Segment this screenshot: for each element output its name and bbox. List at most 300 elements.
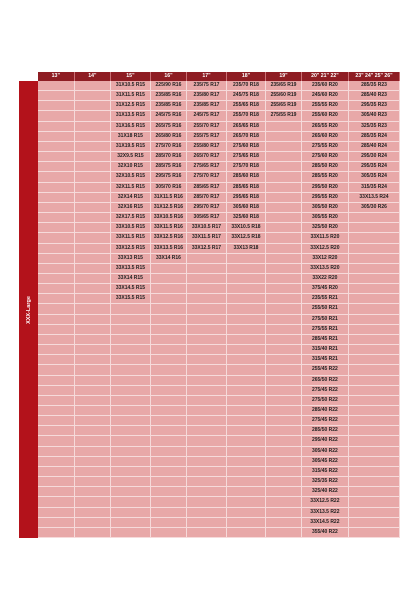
table-cell: [111, 457, 150, 467]
table-cell: [151, 426, 188, 436]
table-cell: [266, 396, 302, 406]
table-cell: 325/35 R23: [349, 122, 400, 132]
table-cell: [38, 294, 75, 304]
table-cell: [266, 223, 302, 233]
table-cell: [38, 518, 75, 528]
table-cell: 255/70 R17: [187, 122, 226, 132]
table-cell: [187, 274, 226, 284]
table-cell: [266, 518, 302, 528]
table-cell: 275/65 R17: [187, 162, 226, 172]
table-cell: [266, 457, 302, 467]
table-cell: 325/35 R22: [302, 477, 349, 487]
table-cell: 33X12.5 R17: [187, 244, 226, 254]
table-cell: [266, 162, 302, 172]
table-cell: [187, 477, 226, 487]
table-cell: [227, 396, 266, 406]
table-cell: 285/40 R22: [302, 406, 349, 416]
table-row: [38, 396, 400, 406]
table-cell: [266, 386, 302, 396]
table-cell: [151, 386, 188, 396]
table-cell: [111, 426, 150, 436]
table-cell: [38, 152, 75, 162]
table-cell: 255/65 R19: [266, 101, 302, 111]
table-cell: [111, 436, 150, 446]
table-cell: [75, 101, 112, 111]
table-cell: [75, 152, 112, 162]
table-cell: [75, 345, 112, 355]
table-row: [38, 91, 400, 101]
table-cell: 31X13.5 R15: [111, 111, 150, 121]
table-cell: [111, 355, 150, 365]
table-cell: [266, 447, 302, 457]
table-cell: [75, 325, 112, 335]
table-cell: [151, 416, 188, 426]
table-cell: [111, 325, 150, 335]
table-cell: [75, 233, 112, 243]
table-cell: 275/45 R22: [302, 416, 349, 426]
table-cell: [227, 355, 266, 365]
table-cell: [349, 508, 400, 518]
table-cell: [38, 284, 75, 294]
table-cell: [227, 487, 266, 497]
table-cell: [266, 436, 302, 446]
table-cell: 285/60 R18: [227, 172, 266, 182]
table-cell: [266, 426, 302, 436]
table-cell: [38, 497, 75, 507]
table-cell: [38, 81, 75, 91]
table-cell: [111, 376, 150, 386]
table-cell: [227, 406, 266, 416]
table-cell: 33X14 R15: [111, 274, 150, 284]
table-cell: [151, 528, 188, 538]
table-cell: 33X12.5 R22: [302, 497, 349, 507]
table-cell: [38, 203, 75, 213]
table-cell: 285/55 R20: [302, 172, 349, 182]
table-cell: [349, 447, 400, 457]
table-row: [38, 518, 400, 528]
table-row: [38, 335, 400, 345]
table-cell: [111, 467, 150, 477]
table-cell: [38, 91, 75, 101]
table-cell: [266, 294, 302, 304]
table-cell: 33X10.5 R16: [151, 213, 188, 223]
table-cell: [151, 518, 188, 528]
table-cell: [187, 447, 226, 457]
table-cell: [75, 193, 112, 203]
table-cell: 32X17.5 R15: [111, 213, 150, 223]
table-cell: [349, 304, 400, 314]
table-cell: [151, 345, 188, 355]
table-cell: [111, 335, 150, 345]
table-cell: 33X11.5 R15: [111, 233, 150, 243]
table-cell: [75, 162, 112, 172]
table-cell: [349, 396, 400, 406]
table-row: [38, 183, 400, 193]
table-cell: [227, 304, 266, 314]
table-cell: [349, 254, 400, 264]
table-cell: 285/35 R23: [349, 81, 400, 91]
table-cell: 33X12.5 R15: [111, 244, 150, 254]
table-cell: [349, 335, 400, 345]
table-cell: 235/85 R17: [187, 101, 226, 111]
table-cell: 31X10.5 R15: [111, 81, 150, 91]
table-row: [38, 132, 400, 142]
table-cell: [151, 457, 188, 467]
table-cell: 32X14 R15: [111, 193, 150, 203]
table-cell: [227, 365, 266, 375]
table-cell: 295/35 R23: [349, 101, 400, 111]
table-cell: [75, 81, 112, 91]
table-cell: 295/40 R22: [302, 436, 349, 446]
table-cell: [111, 528, 150, 538]
table-cell: [151, 477, 188, 487]
table-cell: [111, 406, 150, 416]
table-cell: 305/65 R17: [187, 213, 226, 223]
table-cell: [187, 325, 226, 335]
table-cell: [227, 528, 266, 538]
table-cell: 255/80 R17: [187, 142, 226, 152]
table-cell: 285/40 R23: [349, 91, 400, 101]
table-cell: [38, 376, 75, 386]
table-cell: [75, 426, 112, 436]
table-cell: [227, 294, 266, 304]
table-cell: [187, 518, 226, 528]
table-cell: [151, 487, 188, 497]
table-cell: [38, 304, 75, 314]
table-cell: [75, 416, 112, 426]
table-cell: 275/50 R21: [302, 315, 349, 325]
category-label: XXX-Large: [25, 295, 32, 324]
table-cell: 33X13.5 R15: [111, 264, 150, 274]
table-cell: 33X12.5 R16: [151, 233, 188, 243]
table-cell: 235/75 R17: [187, 81, 226, 91]
table-cell: 285/65 R17: [187, 183, 226, 193]
table-cell: 235/80 R17: [187, 91, 226, 101]
table-cell: 265/75 R16: [151, 122, 188, 132]
table-cell: [266, 142, 302, 152]
table-cell: [111, 416, 150, 426]
table-cell: [349, 233, 400, 243]
table-row: [38, 142, 400, 152]
table-cell: 235/65 R19: [266, 81, 302, 91]
table-cell: [266, 487, 302, 497]
category-label-wrap: [19, 81, 38, 538]
table-cell: [75, 457, 112, 467]
table-row: [38, 436, 400, 446]
table-cell: [266, 416, 302, 426]
table-cell: 235/85 R16: [151, 91, 188, 101]
table-cell: [151, 396, 188, 406]
table-cell: 275/55 R21: [302, 325, 349, 335]
table-row: [38, 508, 400, 518]
table-cell: [187, 426, 226, 436]
table-cell: [266, 304, 302, 314]
table-cell: 235/85 R16: [151, 101, 188, 111]
table-cell: [111, 345, 150, 355]
table-cell: [38, 111, 75, 121]
table-row: [38, 213, 400, 223]
table-cell: 265/60 R20: [302, 132, 349, 142]
table-cell: [111, 386, 150, 396]
table-cell: [38, 264, 75, 274]
table-cell: 355/40 R22: [302, 528, 349, 538]
table-cell: [187, 254, 226, 264]
table-cell: [151, 376, 188, 386]
table-cell: [111, 304, 150, 314]
table-cell: [111, 365, 150, 375]
table-cell: [75, 142, 112, 152]
table-row: [38, 203, 400, 213]
table-cell: [187, 355, 226, 365]
table-cell: [227, 284, 266, 294]
table-cell: [349, 477, 400, 487]
table-row: [38, 101, 400, 111]
table-cell: 265/80 R16: [151, 132, 188, 142]
table-cell: 245/75 R17: [187, 111, 226, 121]
table-row: [38, 264, 400, 274]
table-cell: [75, 355, 112, 365]
table-cell: [227, 315, 266, 325]
table-cell: [227, 416, 266, 426]
table-row: [38, 376, 400, 386]
table-cell: [349, 497, 400, 507]
table-row: [38, 477, 400, 487]
table-cell: [266, 508, 302, 518]
table-cell: [38, 426, 75, 436]
table-cell: [151, 304, 188, 314]
table-cell: [227, 345, 266, 355]
table-cell: [151, 365, 188, 375]
table-cell: [75, 436, 112, 446]
table-cell: [266, 335, 302, 345]
table-cell: [227, 325, 266, 335]
table-cell: 255/70 R18: [227, 111, 266, 121]
table-cell: 295/55 R20: [302, 193, 349, 203]
header-cell: 16": [151, 72, 188, 81]
table-cell: 315/45 R22: [302, 467, 349, 477]
table-cell: [75, 213, 112, 223]
table-row: [38, 365, 400, 375]
table-cell: [187, 406, 226, 416]
table-cell: [75, 122, 112, 132]
table-cell: [349, 426, 400, 436]
table-cell: [266, 152, 302, 162]
header-cell: 13": [38, 72, 75, 81]
table-cell: [75, 183, 112, 193]
table-cell: [349, 284, 400, 294]
table-cell: 33X14.5 R15: [111, 284, 150, 294]
tire-size-table: [38, 81, 400, 538]
table-cell: [151, 325, 188, 335]
table-cell: [266, 406, 302, 416]
table-cell: 305/30 R26: [349, 203, 400, 213]
table-cell: [111, 518, 150, 528]
table-cell: 245/60 R20: [302, 91, 349, 101]
table-cell: 255/60 R20: [302, 111, 349, 121]
table-row: [38, 233, 400, 243]
table-cell: [111, 497, 150, 507]
table-cell: [349, 355, 400, 365]
table-cell: [38, 447, 75, 457]
table-cell: 33X12.5 R20: [302, 244, 349, 254]
table-cell: 31X11.5 R15: [111, 91, 150, 101]
table-cell: 33X12 R20: [302, 254, 349, 264]
table-cell: [227, 264, 266, 274]
table-cell: [227, 254, 266, 264]
table-cell: [75, 111, 112, 121]
table-row: [38, 284, 400, 294]
table-cell: [187, 416, 226, 426]
table-row: [38, 172, 400, 182]
table-cell: 33X15.5 R15: [111, 294, 150, 304]
table-cell: [75, 304, 112, 314]
table-cell: [75, 528, 112, 538]
table-cell: 285/35 R24: [349, 132, 400, 142]
table-cell: [187, 508, 226, 518]
table-cell: [266, 315, 302, 325]
table-cell: [266, 264, 302, 274]
table-cell: 275/50 R22: [302, 396, 349, 406]
table-cell: 285/75 R16: [151, 162, 188, 172]
table-cell: [187, 294, 226, 304]
table-cell: [187, 487, 226, 497]
table-cell: [75, 315, 112, 325]
table-cell: 255/50 R21: [302, 304, 349, 314]
table-cell: 33X12.5 R18: [227, 233, 266, 243]
table-cell: 32X16 R15: [111, 203, 150, 213]
table-cell: [151, 294, 188, 304]
table-cell: [38, 477, 75, 487]
table-row: [38, 111, 400, 121]
table-cell: [227, 477, 266, 487]
table-cell: 275/70 R18: [227, 162, 266, 172]
table-cell: 285/50 R20: [302, 162, 349, 172]
table-cell: [187, 497, 226, 507]
table-cell: 295/75 R16: [151, 172, 188, 182]
table-cell: 33X10.5 R17: [187, 223, 226, 233]
table-cell: [187, 396, 226, 406]
table-cell: [227, 447, 266, 457]
table-cell: 235/60 R20: [302, 81, 349, 91]
table-cell: [75, 203, 112, 213]
table-cell: 255/75 R17: [187, 132, 226, 142]
table-row: [38, 426, 400, 436]
table-cell: [75, 497, 112, 507]
table-cell: [38, 325, 75, 335]
table-cell: 315/45 R21: [302, 355, 349, 365]
table-row: [38, 467, 400, 477]
table-cell: [75, 274, 112, 284]
table-cell: 255/65 R18: [227, 101, 266, 111]
table-cell: [187, 304, 226, 314]
table-cell: [227, 376, 266, 386]
table-row: [38, 122, 400, 132]
table-cell: [75, 376, 112, 386]
table-cell: [266, 528, 302, 538]
table-cell: [349, 365, 400, 375]
table-cell: 295/30 R24: [349, 152, 400, 162]
table-cell: 325/40 R22: [302, 487, 349, 497]
table-cell: [227, 386, 266, 396]
table-cell: [151, 315, 188, 325]
table-row: [38, 345, 400, 355]
table-cell: [349, 467, 400, 477]
table-row: [38, 193, 400, 203]
table-cell: 32X9.5 R15: [111, 152, 150, 162]
table-cell: 305/60 R18: [227, 203, 266, 213]
table-cell: [266, 122, 302, 132]
table-cell: [151, 447, 188, 457]
table-cell: 245/75 R18: [227, 91, 266, 101]
table-cell: [38, 122, 75, 132]
table-cell: 275/70 R16: [151, 142, 188, 152]
table-cell: [75, 254, 112, 264]
table-cell: [187, 315, 226, 325]
table-cell: [266, 213, 302, 223]
table-cell: [75, 447, 112, 457]
table-cell: 31X19.5 R15: [111, 142, 150, 152]
table-row: [38, 406, 400, 416]
table-cell: [151, 355, 188, 365]
table-cell: [187, 467, 226, 477]
table-cell: [227, 426, 266, 436]
table-cell: 305/50 R20: [302, 203, 349, 213]
table-cell: [227, 508, 266, 518]
table-cell: 33X13.5 R24: [349, 193, 400, 203]
table-cell: [38, 335, 75, 345]
table-cell: [38, 233, 75, 243]
table-cell: [349, 213, 400, 223]
table-cell: [75, 172, 112, 182]
table-cell: [227, 436, 266, 446]
table-cell: [266, 477, 302, 487]
table-row: [38, 497, 400, 507]
table-cell: [75, 335, 112, 345]
table-cell: [187, 345, 226, 355]
table-cell: 33X13.5 R16: [151, 244, 188, 254]
table-cell: 33X10.5 R15: [111, 223, 150, 233]
table-cell: [349, 223, 400, 233]
table-cell: [75, 365, 112, 375]
table-cell: [187, 386, 226, 396]
header-cell: 18": [227, 72, 266, 81]
table-row: [38, 447, 400, 457]
size-header-row: [38, 72, 400, 81]
table-cell: 305/35 R24: [349, 172, 400, 182]
table-cell: [75, 244, 112, 254]
table-cell: 285/70 R17: [187, 193, 226, 203]
table-cell: [227, 335, 266, 345]
table-cell: 295/35 R24: [349, 162, 400, 172]
table-cell: [227, 457, 266, 467]
table-cell: [75, 294, 112, 304]
table-cell: 33X14.5 R22: [302, 518, 349, 528]
table-cell: 305/40 R22: [302, 447, 349, 457]
table-cell: [151, 284, 188, 294]
table-cell: [111, 447, 150, 457]
table-cell: [38, 223, 75, 233]
table-row: [38, 386, 400, 396]
table-cell: 33X13.5 R20: [302, 264, 349, 274]
table-cell: [187, 457, 226, 467]
header-cell: 17": [187, 72, 226, 81]
table-cell: [75, 91, 112, 101]
table-cell: [38, 406, 75, 416]
table-cell: [266, 233, 302, 243]
table-cell: 31X18 R15: [111, 132, 150, 142]
table-cell: 33X22 R20: [302, 274, 349, 284]
table-cell: [349, 386, 400, 396]
